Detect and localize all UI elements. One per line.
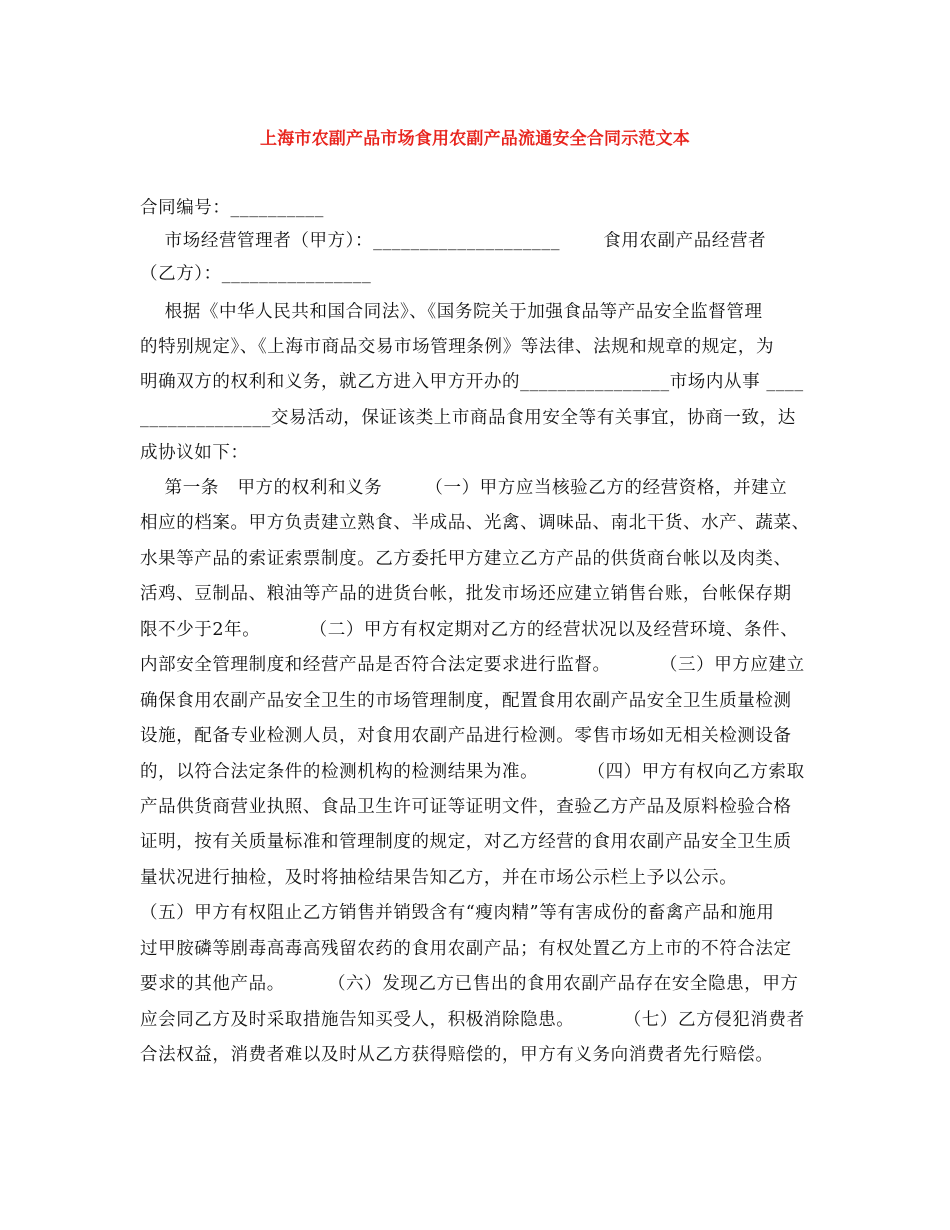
text-line: 合同编号：__________ — [140, 198, 324, 218]
text-line: 合法权益，消费者难以及时从乙方获得赔偿的，甲方有义务向消费者先行赔偿。 — [140, 1045, 774, 1065]
text-line: 成协议如下： — [140, 443, 249, 463]
text-line: 设施，配备专业检测人员，对食用农副产品进行检测。零售市场如无相关检测设备 — [140, 726, 792, 746]
text-line: 根据《中华人民共和国合同法》、《国务院关于加强食品等产品安全监督管理 — [140, 302, 763, 322]
text-line: 市场经营管理者（甲方）：____________________ 食用农副产品经营者 — [140, 231, 767, 251]
text-line: 要求的其他产品。 （六）发现乙方已售出的食用农副产品存在安全隐患，甲方 — [140, 974, 799, 994]
text-line: 明确双方的权利和义务，就乙方进入甲方开办的________________市场内从事 ____ — [140, 372, 804, 392]
text-line: （五）甲方有权阻止乙方销售并销毁含有“瘦肉精”等有害成份的畜禽产品和施用 — [140, 903, 775, 923]
text-line: 的特别规定》、《上海市商品交易市场管理条例》等法律、法规和规章的规定，为 — [140, 337, 775, 357]
text-line: 内部安全管理制度和经营产品是否符合法定要求进行监督。 （三）甲方应建立 — [140, 655, 805, 675]
text-line: （乙方）：________________ — [140, 264, 372, 284]
text-line: 水果等产品的索证索票制度。乙方委托甲方建立乙方产品的供货商台帐以及肉类、 — [140, 549, 792, 569]
text-line: 过甲胺磷等剧毒高毒高残留农药的食用农副产品；有权处置乙方上市的不符合法定 — [140, 939, 792, 959]
text-line: 量状况进行抽检，及时将抽检结果告知乙方，并在市场公示栏上予以公示。 — [140, 868, 738, 888]
text-line: 证明，按有关质量标准和管理制度的规定，对乙方经营的食用农副产品安全卫生质 — [140, 832, 792, 852]
text-line: 确保食用农副产品安全卫生的市场管理制度，配置食用农副产品安全卫生质量检测 — [140, 691, 792, 711]
text-line: 的，以符合法定条件的检测机构的检测结果为准。 （四）甲方有权向乙方索取 — [140, 762, 805, 782]
text-line: ______________交易活动，保证该类上市商品食用安全等有关事宜，协商一致，达 — [140, 408, 796, 428]
text-line: 相应的档案。甲方负责建立熟食、半成品、光禽、调味品、南北干货、水产、蔬菜、 — [140, 513, 810, 533]
text-line: 应会同乙方及时采取措施告知买受人，积极消除隐患。 （七）乙方侵犯消费者 — [140, 1010, 805, 1030]
text-line: 产品供货商营业执照、食品卫生许可证等证明文件，查验乙方产品及原料检验合格 — [140, 797, 792, 817]
text-line: 限不少于2年。 （二）甲方有权定期对乙方的经营状况以及经营环境、条件、 — [140, 620, 799, 640]
text-line: 活鸡、豆制品、粮油等产品的进货台帐，批发市场还应建立销售台账，台帐保存期 — [140, 584, 792, 604]
document-title: 上海市农副产品市场食用农副产品流通安全合同示范文本 — [260, 129, 690, 149]
text-line: 第一条 甲方的权利和义务 （一）甲方应当核验乙方的经营资格，并建立 — [140, 478, 788, 498]
